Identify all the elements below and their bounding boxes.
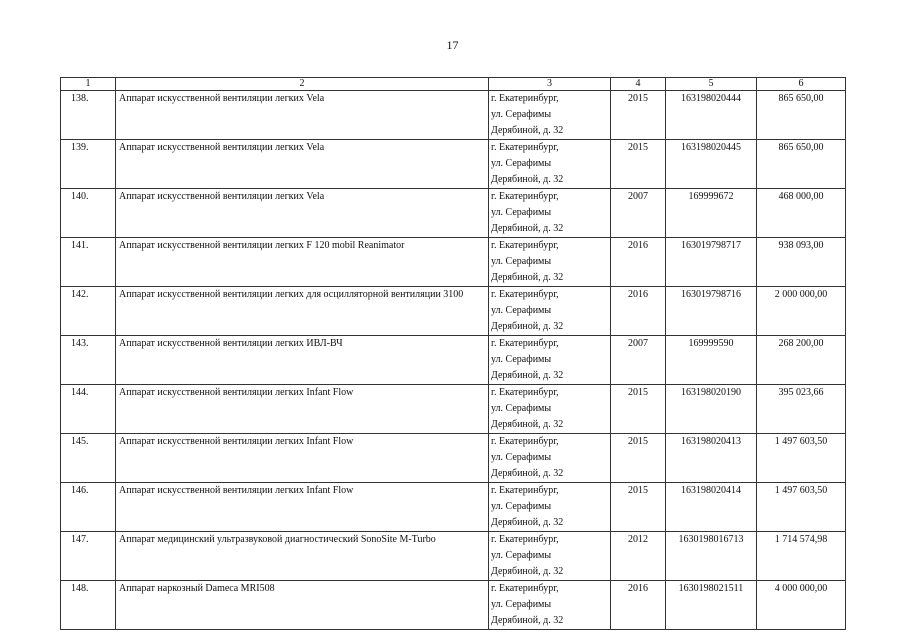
item-value: 865 650,00 — [757, 140, 846, 189]
item-value: 938 093,00 — [757, 238, 846, 287]
header-col-4: 4 — [611, 78, 666, 91]
table-row — [61, 189, 846, 238]
item-name: Аппарат искусственной вентиляции легких Vela — [116, 91, 489, 140]
address-line: Дерябиной, д. 32 — [491, 272, 564, 283]
table-row — [61, 336, 846, 385]
item-address — [489, 287, 611, 336]
row-number: 145. — [61, 434, 116, 483]
item-value: 865 650,00 — [757, 91, 846, 140]
item-address — [489, 140, 611, 189]
address-line: Дерябиной, д. 32 — [491, 174, 564, 185]
row-number: 142. — [61, 287, 116, 336]
row-number: 146. — [61, 483, 116, 532]
inventory-number: 163019798717 — [666, 238, 757, 287]
address-line: ул. Серафимы — [491, 403, 552, 414]
item-year: 2015 — [611, 434, 666, 483]
row-number: 147. — [61, 532, 116, 581]
item-name: Аппарат искусственной вентиляции легких для осцилляторной вентиляции 3100 — [116, 287, 489, 336]
item-name: Аппарат искусственной вентиляции легких Vela — [116, 189, 489, 238]
item-year: 2007 — [611, 336, 666, 385]
row-number: 139. — [61, 140, 116, 189]
item-address — [489, 532, 611, 581]
inventory-number: 169999590 — [666, 336, 757, 385]
inventory-number: 163198020445 — [666, 140, 757, 189]
table-row — [61, 140, 846, 189]
item-year: 2016 — [611, 581, 666, 630]
address-line: ул. Серафимы — [491, 452, 552, 463]
item-name: Аппарат искусственной вентиляции легких F 120 mobil Reanimator — [116, 238, 489, 287]
item-address — [489, 385, 611, 434]
table-row — [61, 238, 846, 287]
address-line: ул. Серафимы — [491, 109, 552, 120]
address-line: ул. Серафимы — [491, 354, 552, 365]
inventory-number: 163019798716 — [666, 287, 757, 336]
address-line: ул. Серафимы — [491, 550, 552, 561]
table-row — [61, 434, 846, 483]
address-line: г. Екатеринбург, — [491, 436, 559, 447]
address-line: г. Екатеринбург, — [491, 93, 559, 104]
item-address — [489, 91, 611, 140]
item-year: 2016 — [611, 287, 666, 336]
table-row — [61, 483, 846, 532]
address-line: Дерябиной, д. 32 — [491, 566, 564, 577]
address-line: г. Екатеринбург, — [491, 534, 559, 545]
address-line: ул. Серафимы — [491, 305, 552, 316]
item-value: 1 714 574,98 — [757, 532, 846, 581]
header-col-2: 2 — [116, 78, 489, 91]
equipment-table — [60, 77, 846, 630]
item-year: 2016 — [611, 238, 666, 287]
row-number: 144. — [61, 385, 116, 434]
address-line: Дерябиной, д. 32 — [491, 223, 564, 234]
address-line: г. Екатеринбург, — [491, 142, 559, 153]
page-number: 17 — [446, 38, 459, 52]
item-name: Аппарат искусственной вентиляции легких Vela — [116, 140, 489, 189]
header-col-1: 1 — [61, 78, 116, 91]
address-line: ул. Серафимы — [491, 207, 552, 218]
item-year: 2015 — [611, 483, 666, 532]
table-row — [61, 581, 846, 630]
address-line: г. Екатеринбург, — [491, 240, 559, 251]
address-line: Дерябиной, д. 32 — [491, 615, 564, 626]
item-value: 395 023,66 — [757, 385, 846, 434]
address-line: ул. Серафимы — [491, 256, 552, 267]
item-year: 2012 — [611, 532, 666, 581]
item-year: 2015 — [611, 140, 666, 189]
item-value: 468 000,00 — [757, 189, 846, 238]
address-line: г. Екатеринбург, — [491, 338, 559, 349]
inventory-number: 1630198016713 — [666, 532, 757, 581]
row-number: 143. — [61, 336, 116, 385]
item-value: 268 200,00 — [757, 336, 846, 385]
item-year: 2015 — [611, 385, 666, 434]
item-address — [489, 189, 611, 238]
inventory-number: 163198020414 — [666, 483, 757, 532]
item-name: Аппарат наркозный Dameca MRI508 — [116, 581, 489, 630]
row-number: 138. — [61, 91, 116, 140]
item-value: 2 000 000,00 — [757, 287, 846, 336]
table-row — [61, 385, 846, 434]
row-number: 140. — [61, 189, 116, 238]
item-value: 1 497 603,50 — [757, 434, 846, 483]
inventory-number: 1630198021511 — [666, 581, 757, 630]
header-col-6: 6 — [757, 78, 846, 91]
inventory-number: 163198020190 — [666, 385, 757, 434]
item-address — [489, 483, 611, 532]
address-line: г. Екатеринбург, — [491, 485, 559, 496]
item-address — [489, 238, 611, 287]
address-line: г. Екатеринбург, — [491, 289, 559, 300]
item-value: 4 000 000,00 — [757, 581, 846, 630]
item-address — [489, 581, 611, 630]
address-line: ул. Серафимы — [491, 158, 552, 169]
address-line: Дерябиной, д. 32 — [491, 419, 564, 430]
table-row — [61, 287, 846, 336]
item-name: Аппарат искусственной вентиляции легких ИВЛ-ВЧ — [116, 336, 489, 385]
item-value: 1 497 603,50 — [757, 483, 846, 532]
address-line: Дерябиной, д. 32 — [491, 370, 564, 381]
address-line: ул. Серафимы — [491, 501, 552, 512]
header-col-5: 5 — [666, 78, 757, 91]
row-number: 141. — [61, 238, 116, 287]
item-year: 2007 — [611, 189, 666, 238]
item-name: Аппарат искусственной вентиляции легких Infant Flow — [116, 434, 489, 483]
header-col-3: 3 — [489, 78, 611, 91]
table-row — [61, 91, 846, 140]
row-number: 148. — [61, 581, 116, 630]
item-year: 2015 — [611, 91, 666, 140]
address-line: Дерябиной, д. 32 — [491, 125, 564, 136]
item-name: Аппарат искусственной вентиляции легких Infant Flow — [116, 385, 489, 434]
inventory-number: 163198020413 — [666, 434, 757, 483]
item-name: Аппарат медицинский ультразвуковой диагностический SonoSite M-Turbo — [116, 532, 489, 581]
table-row — [61, 532, 846, 581]
address-line: г. Екатеринбург, — [491, 583, 559, 594]
table-header-row — [61, 78, 846, 91]
address-line: Дерябиной, д. 32 — [491, 321, 564, 332]
inventory-number: 163198020444 — [666, 91, 757, 140]
item-name: Аппарат искусственной вентиляции легких Infant Flow — [116, 483, 489, 532]
address-line: Дерябиной, д. 32 — [491, 468, 564, 479]
address-line: г. Екатеринбург, — [491, 387, 559, 398]
address-line: ул. Серафимы — [491, 599, 552, 610]
address-line: Дерябиной, д. 32 — [491, 517, 564, 528]
inventory-number: 169999672 — [666, 189, 757, 238]
address-line: г. Екатеринбург, — [491, 191, 559, 202]
item-address — [489, 336, 611, 385]
item-address — [489, 434, 611, 483]
